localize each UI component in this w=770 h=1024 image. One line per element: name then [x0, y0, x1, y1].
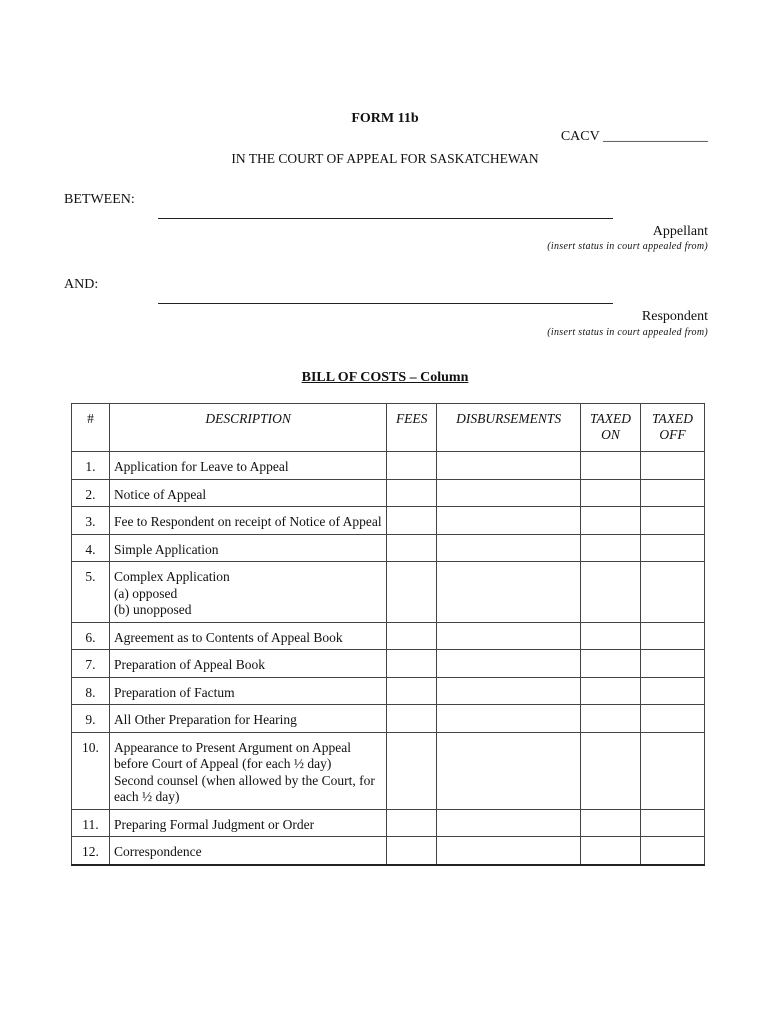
table-row — [72, 534, 705, 562]
description-line: All Other Preparation for Hearing — [113, 712, 297, 727]
table-row — [72, 650, 705, 678]
row-description — [109, 732, 386, 809]
row-number: 11. — [72, 809, 110, 837]
description-line: Notice of Appeal — [113, 486, 207, 502]
taxed-on-cell[interactable] — [581, 534, 641, 562]
table-row — [72, 677, 705, 705]
respondent-note: (insert status in court appealed from) — [547, 327, 708, 338]
taxed-off-cell[interactable] — [641, 809, 705, 837]
row-description — [109, 677, 386, 705]
description-line: Preparing Formal Judgment or Order — [113, 816, 315, 832]
table-row — [72, 452, 705, 480]
respondent-name-line[interactable] — [158, 303, 613, 304]
description-line: Correspondence — [113, 844, 202, 859]
disbursements-cell[interactable] — [437, 732, 581, 809]
row-description — [109, 809, 386, 837]
description-line: Simple Application — [113, 541, 219, 557]
row-description — [109, 837, 386, 865]
taxed-on-cell[interactable] — [581, 622, 641, 650]
taxed-on-cell[interactable] — [581, 650, 641, 678]
taxed-off-cell[interactable] — [641, 479, 705, 507]
description-line: Preparation of Factum — [113, 684, 235, 700]
row-number: 8. — [72, 677, 110, 705]
description-line: (b) unopposed — [113, 602, 192, 617]
taxed-off-cell[interactable] — [641, 705, 705, 733]
disbursements-cell[interactable] — [437, 562, 581, 623]
taxed-on-cell[interactable] — [581, 732, 641, 809]
row-number: 1. — [72, 452, 110, 480]
table-row — [72, 705, 705, 733]
taxed-on-cell[interactable] — [581, 809, 641, 837]
row-description — [109, 562, 386, 623]
fees-cell[interactable] — [387, 650, 437, 678]
and-label: AND: — [64, 277, 99, 292]
table-row — [72, 732, 705, 809]
table-row — [72, 507, 705, 535]
taxed-off-cell[interactable] — [641, 732, 705, 809]
row-number: 9. — [72, 705, 110, 733]
row-number: 7. — [72, 650, 110, 678]
header-disbursements: DISBURSEMENTS — [437, 404, 581, 452]
fees-cell[interactable] — [387, 732, 437, 809]
description-line: (a) opposed — [113, 585, 178, 601]
fees-cell[interactable] — [387, 837, 437, 865]
between-label: BETWEEN: — [64, 192, 135, 207]
taxed-off-cell[interactable] — [641, 452, 705, 480]
fees-cell[interactable] — [387, 534, 437, 562]
table-row — [72, 479, 705, 507]
fees-cell[interactable] — [387, 507, 437, 535]
row-number: 12. — [72, 837, 110, 865]
taxed-on-cell[interactable] — [581, 705, 641, 733]
disbursements-cell[interactable] — [437, 705, 581, 733]
taxed-off-cell[interactable] — [641, 507, 705, 535]
bill-of-costs-title: BILL OF COSTS – Column — [301, 370, 469, 385]
header-number: # — [72, 404, 110, 452]
description-line: Complex Application — [113, 569, 230, 584]
fees-cell[interactable] — [387, 677, 437, 705]
disbursements-cell[interactable] — [437, 677, 581, 705]
appellant-role: Appellant — [652, 224, 708, 239]
taxed-off-cell[interactable] — [641, 622, 705, 650]
table-row — [72, 562, 705, 623]
row-description — [109, 534, 386, 562]
taxed-on-cell[interactable] — [581, 452, 641, 480]
form-title: FORM 11b — [351, 111, 419, 126]
header-taxed-off: TAXED OFF — [641, 404, 705, 452]
taxed-on-cell[interactable] — [581, 479, 641, 507]
row-description — [109, 650, 386, 678]
taxed-on-cell[interactable] — [581, 677, 641, 705]
description-line: Preparation of Appeal Book — [113, 657, 266, 672]
fees-cell[interactable] — [387, 705, 437, 733]
table-row — [72, 622, 705, 650]
row-description — [109, 507, 386, 535]
header-description: DESCRIPTION — [109, 404, 386, 452]
table-header-row — [72, 404, 705, 452]
disbursements-cell[interactable] — [437, 650, 581, 678]
file-number-field[interactable]: CACV _______________ — [560, 129, 708, 144]
disbursements-cell[interactable] — [437, 507, 581, 535]
row-description — [109, 452, 386, 480]
appellant-note: (insert status in court appealed from) — [547, 241, 708, 252]
disbursements-cell[interactable] — [437, 837, 581, 865]
description-line: Appearance to Present Argument on Appeal before Court of Appeal (for each ½ day) — [113, 739, 351, 771]
fees-cell[interactable] — [387, 562, 437, 623]
taxed-off-cell[interactable] — [641, 650, 705, 678]
fees-cell[interactable] — [387, 622, 437, 650]
description-line: Application for Leave to Appeal — [113, 459, 289, 474]
description-line: Fee to Respondent on receipt of Notice of Appeal — [113, 514, 382, 529]
taxed-off-cell[interactable] — [641, 677, 705, 705]
row-number: 4. — [72, 534, 110, 562]
taxed-on-cell[interactable] — [581, 837, 641, 865]
disbursements-cell[interactable] — [437, 534, 581, 562]
fees-cell[interactable] — [387, 479, 437, 507]
disbursements-cell[interactable] — [437, 479, 581, 507]
row-number: 2. — [72, 479, 110, 507]
row-number: 3. — [72, 507, 110, 535]
row-description — [109, 622, 386, 650]
header-fees: FEES — [387, 404, 437, 452]
row-number: 5. — [72, 562, 110, 623]
bill-of-costs-table — [71, 403, 705, 866]
fees-cell[interactable] — [387, 809, 437, 837]
row-description — [109, 479, 386, 507]
disbursements-cell[interactable] — [437, 809, 581, 837]
taxed-off-cell[interactable] — [641, 534, 705, 562]
row-number: 6. — [72, 622, 110, 650]
row-number: 10. — [72, 732, 110, 809]
row-description — [109, 705, 386, 733]
disbursements-cell[interactable] — [437, 452, 581, 480]
court-name: IN THE COURT OF APPEAL FOR SASKATCHEWAN — [231, 151, 539, 166]
description-line: Agreement as to Contents of Appeal Book — [113, 629, 343, 645]
table-row — [72, 837, 705, 865]
taxed-on-cell[interactable] — [581, 507, 641, 535]
description-line: Second counsel (when allowed by the Court, for each ½ day) — [113, 772, 375, 804]
taxed-on-cell[interactable] — [581, 562, 641, 623]
taxed-off-cell[interactable] — [641, 837, 705, 865]
disbursements-cell[interactable] — [437, 622, 581, 650]
fees-cell[interactable] — [387, 452, 437, 480]
table-row — [72, 809, 705, 837]
respondent-role: Respondent — [641, 309, 708, 324]
header-taxed-on: TAXED ON — [581, 404, 641, 452]
taxed-off-cell[interactable] — [641, 562, 705, 623]
appellant-name-line[interactable] — [158, 218, 613, 219]
